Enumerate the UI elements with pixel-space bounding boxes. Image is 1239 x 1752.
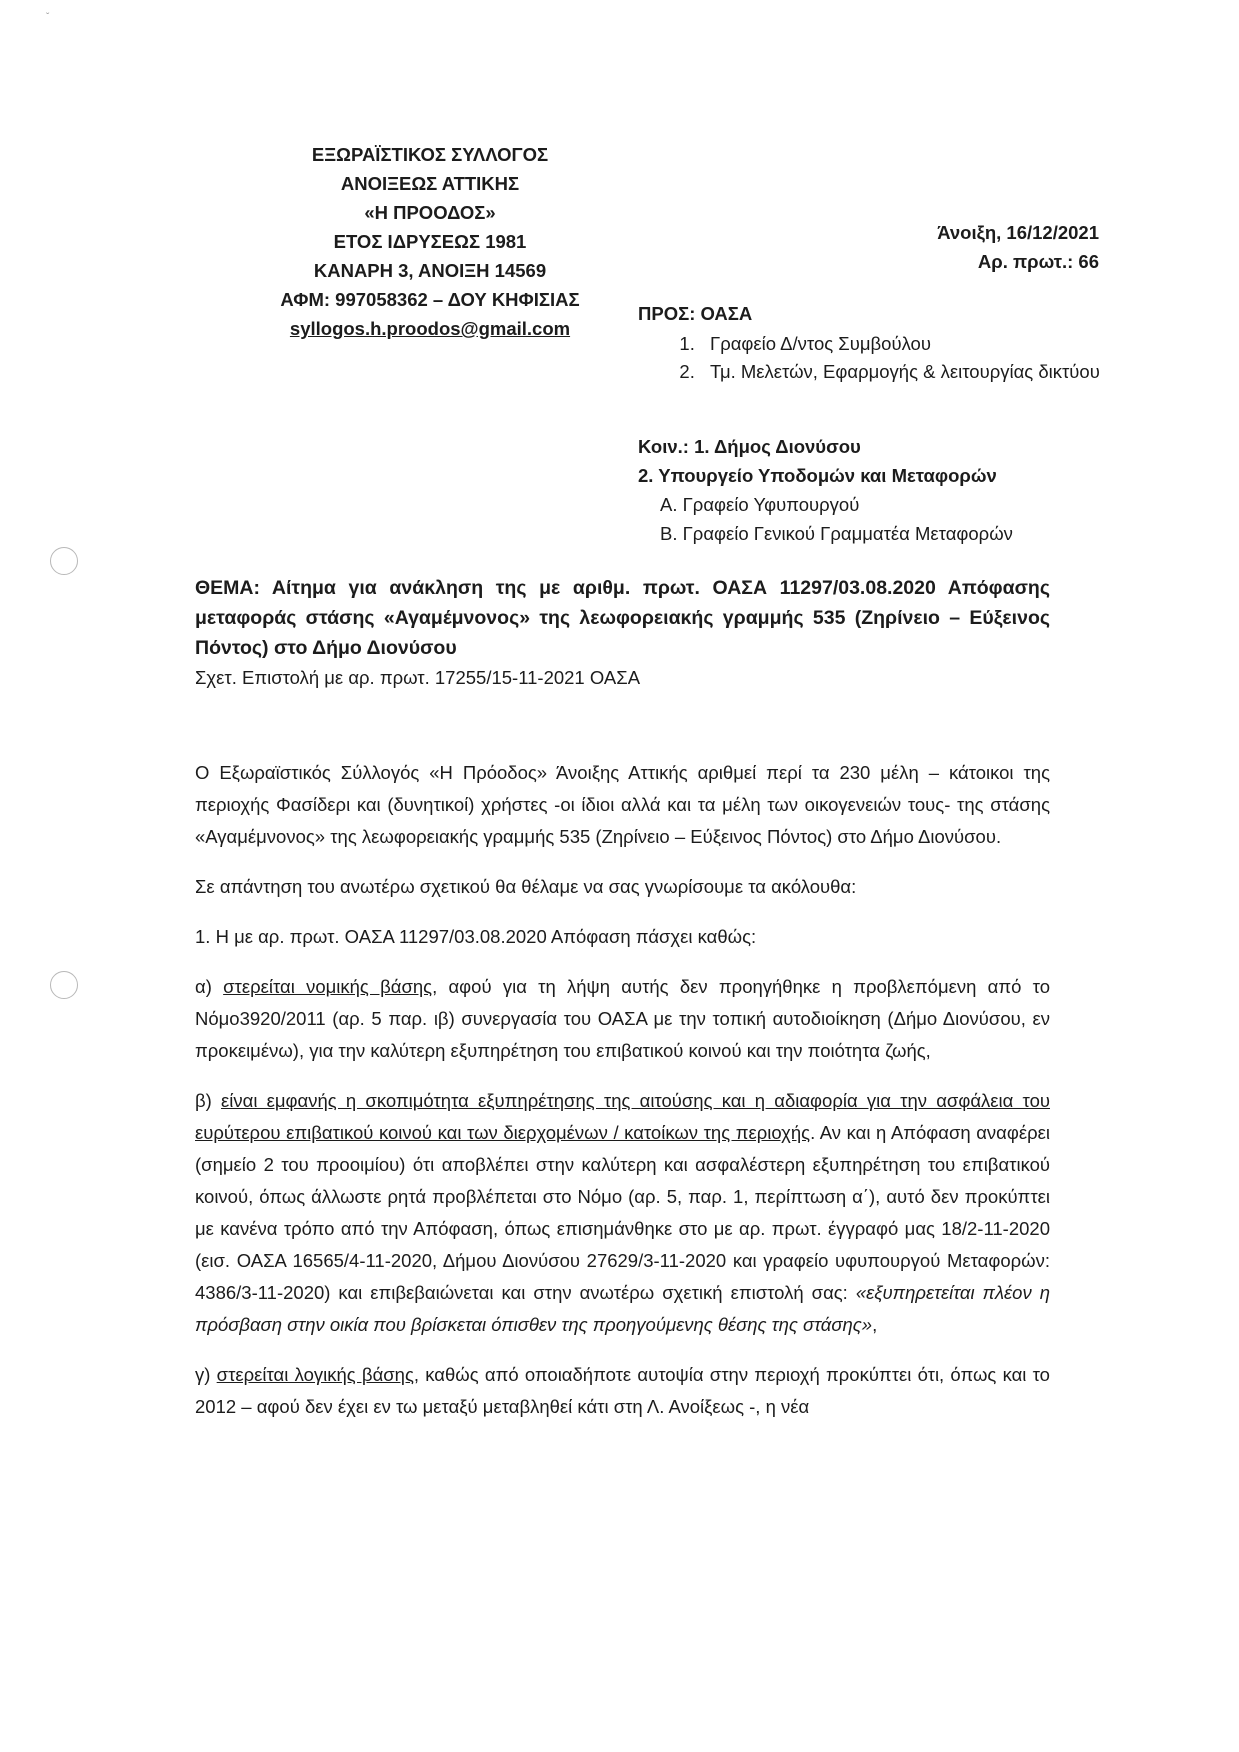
point-label: α) (195, 976, 224, 997)
sender-tax-id: ΑΦΜ: 997058362 – ΔΟΥ ΚΗΦΙΣΙΑΣ (280, 289, 580, 310)
body-paragraph: Σε απάντηση του ανωτέρω σχετικού θα θέλαμε να σας γνωρίσουμε τα ακόλουθα: (195, 876, 857, 897)
body-paragraph-c (195, 1359, 1050, 1423)
paragraph-text: , αφού για τη λήψη αυτής δεν προηγήθηκε η προβλεπόμενη από το Νόμο3920/2011 (αρ. 5 παρ. ιβ) συνεργασία του ΟΑΣΑ με την τοπική αυτοδιοίκηση (Δήμο Διονύσου, εν προκειμένω), για την καλύτερη εξυπηρέτηση του επιβατικού κοινού και την ποιότητα ζωής, (195, 976, 1050, 1061)
subject-heading: ΘΕΜΑ: Αίτημα για ανάκληση της με αριθμ. πρωτ. ΟΑΣΑ 11297/03.08.2020 Απόφασης μεταφοράς στάσης «Αγαμέμνονος» της λεωφορειακής γραμμής 535 (Ζηρίνειο – Εύξεινος Πόντος) στο Δήμο Διονύσου (195, 577, 1050, 659)
sender-address: ΚΑΝΑΡΗ 3, ΑΝΟΙΞΗ 14569 (313, 260, 547, 281)
cc-subline: Β. Γραφείο Γενικού Γραμματέα Μεταφορών (660, 523, 1013, 544)
point-label: β) (195, 1090, 222, 1111)
sender-org-name: ΕΞΩΡΑΪΣΤΙΚΟΣ ΣΥΛΛΟΓΟΣ (311, 144, 549, 165)
cc-block (638, 432, 1118, 548)
underlined-claim: είναι εμφανής η σκοπιμότητα εξυπηρέτησης της αιτούσης και η αδιαφορία για την ασφάλεια του ευρύτερου επιβατικού κοινού και των διερχομένων / κατοίκων της περιοχής (195, 1090, 1050, 1143)
punch-hole-top (50, 547, 78, 575)
body-paragraph: Ο Εξωραϊστικός Σύλλογός «Η Πρόοδος» Άνοιξης Αττικής αριθμεί περί τα 230 μέλη – κάτοικοι της περιοχής Φασίδερι και (δυνητικοί) χρήστες -οι ίδιοι αλλά και τα μέλη των οικογενειών τους- της στάσης «Αγαμέμνονος» της λεωφορειακής γραμμής 535 (Ζηρίνειο – Εύξεινος Πόντος) στο Δήμο Διονύσου. (195, 762, 1050, 847)
recipient-item: 2. Τμ. Μελετών, Εφαρμογής & λειτουργίας δικτύου (700, 358, 1118, 386)
cc-line: 2. Υπουργείο Υποδομών και Μεταφορών (638, 465, 997, 486)
date-block (937, 218, 1099, 276)
letter-date: Άνοιξη, 16/12/2021 (937, 222, 1099, 243)
body-paragraph: 1. Η με αρ. πρωτ. ΟΑΣΑ 11297/03.08.2020 Απόφαση πάσχει καθώς: (195, 926, 757, 947)
point-label: γ) (195, 1364, 217, 1385)
recipients-block (638, 300, 1118, 386)
subject-reference: Σχετ. Επιστολή με αρ. πρωτ. 17255/15-11-2021 ΟΑΣΑ (195, 667, 641, 688)
body-paragraph-b (195, 1085, 1050, 1341)
recipients-list (638, 330, 1118, 386)
sender-org-title: «Η ΠΡΟΟΔΟΣ» (364, 202, 496, 223)
recipient-item: 1. Γραφείο Δ/ντος Συμβούλου (700, 330, 1118, 358)
italic-quote: «εξυπηρετείται πλέον η πρόσβαση στην οικία που βρίσκεται όπισθεν της προηγούμενης θέσης της στάσης» (195, 1282, 1050, 1335)
underlined-claim: στερείται νομικής βάσης (223, 976, 433, 997)
cc-subline: Α. Γραφείο Υφυπουργού (660, 494, 860, 515)
paragraph-text: , καθώς από οποιαδήποτε αυτοψία στην περιοχή προκύπτει ότι, όπως και το 2012 – αφού δεν έχει εν τω μεταξύ μεταβληθεί κάτι στη Λ. Ανοίξεως -, η νέα (195, 1364, 1050, 1417)
recipients-to-label: ΠΡΟΣ: ΟΑΣΑ (638, 303, 753, 324)
sender-founding-year: ΕΤΟΣ ΙΔΡΥΣΕΩΣ 1981 (333, 231, 527, 252)
protocol-number: Αρ. πρωτ.: 66 (977, 251, 1099, 272)
sender-org-location: ΑΝΟΙΞΕΩΣ ΑΤΤΙΚΗΣ (340, 173, 520, 194)
punch-hole-bottom (50, 971, 78, 999)
underlined-claim: στερείται λογικής βάσης (216, 1364, 414, 1385)
sender-email-link[interactable]: syllogos.h.proodos@gmail.com (289, 318, 571, 339)
scan-speck: ˇ (46, 12, 50, 23)
body-paragraph-a (195, 971, 1050, 1067)
paragraph-text: . Αν και η Απόφαση αναφέρει (σημείο 2 του προοιμίου) ότι αποβλέπει στην καλύτερη και ασφαλέστερη εξυπηρέτηση του επιβατικού κοινού, όπως άλλωστε ρητά προβλέπεται στο Νόμο (αρ. 5, παρ. 1, περίπτωση α΄), αυτό δεν προκύπτει με κανένα τρόπο από την Απόφαση, όπως επισημάνθηκε στο με αρ. πρωτ. έγγραφό μας 18/2-11-2020 (εισ. ΟΑΣΑ 16565/4-11-2020, Δήμου Διονύσου 27629/3-11-2020 και γραφείο υφυπουργού Μεταφορών: 4386/3-11-2020) και επιβεβαιώνεται και στην ανωτέρω σχετική επιστολή σας: (195, 1122, 1050, 1303)
cc-line: Κοιν.: 1. Δήμος Διονύσου (638, 436, 861, 457)
letter-body (195, 757, 1050, 1441)
sender-block (240, 140, 620, 343)
paragraph-text-end: , (872, 1314, 878, 1335)
